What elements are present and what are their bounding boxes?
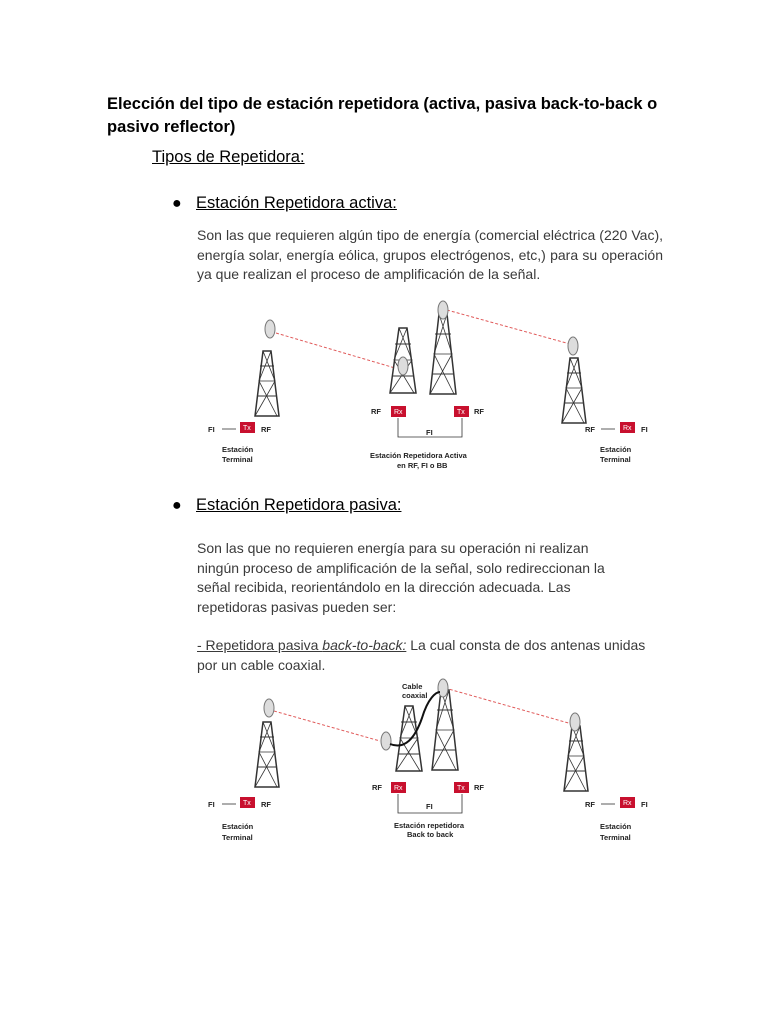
left-fi-text: FI	[208, 800, 215, 809]
center-fi-text: FI	[426, 802, 433, 811]
tower-left	[255, 351, 279, 416]
tower-left	[255, 722, 279, 787]
cable-label-line1: Cable	[402, 682, 423, 691]
center-label-line1: Estación Repetidora Activa	[370, 451, 467, 460]
beam-lines	[276, 310, 570, 368]
cable-label-line2: coaxial	[402, 691, 428, 700]
left-label-line2: Terminal	[222, 833, 253, 842]
dish-left-icon	[264, 699, 274, 717]
tower-right	[564, 726, 588, 791]
tx-box-center-text: Tx	[457, 785, 465, 792]
dish-center-right-icon	[438, 301, 448, 319]
tower-center-b	[430, 314, 456, 394]
right-rf-text: RF	[585, 800, 595, 809]
bullet-heading-passive	[172, 496, 401, 515]
center-label-line2: en RF, FI o BB	[397, 461, 448, 470]
bullet-dot: ●	[172, 497, 182, 514]
left-label-line1: Estación	[222, 445, 254, 454]
left-fi-text: FI	[208, 425, 215, 434]
center-rf-left-text: RF	[371, 407, 381, 416]
tower-center-b	[432, 690, 458, 770]
right-fi-text: FI	[641, 425, 648, 434]
heading-passive-label: Estación Repetidora pasiva:	[196, 496, 402, 514]
center-fi-text: FI	[426, 428, 433, 437]
section-subtitle: Tipos de Repetidora:	[152, 148, 305, 166]
dish-center-left-icon	[398, 357, 408, 375]
dish-left-icon	[265, 320, 275, 338]
tx-box-center-text: Tx	[457, 409, 465, 416]
subitem-prefix: - Repetidora pasiva	[197, 637, 323, 653]
rx-box-center-text: Rx	[394, 409, 403, 416]
passive-repeater-figure	[200, 678, 660, 848]
center-rf-right-text: RF	[474, 783, 484, 792]
dish-center-left-icon	[381, 732, 391, 750]
document-title: Elección del tipo de estación repetidora (activa, pasiva back-to-back o pasivo reflector)	[107, 95, 658, 136]
center-label-line2: Back to back	[407, 830, 454, 839]
rx-box-right-text: Rx	[623, 425, 632, 432]
right-label-line2: Terminal	[600, 455, 631, 464]
tower-right	[562, 358, 586, 423]
tx-box-left-text: Tx	[243, 425, 251, 432]
dish-right-icon	[568, 337, 578, 355]
left-rf-text: RF	[261, 800, 271, 809]
subitem-term: back-to-back:	[322, 637, 407, 653]
subitem-text: La cual consta de dos antenas unidas por un cable coaxial.	[197, 637, 646, 673]
left-label-line2: Terminal	[222, 455, 253, 464]
bullet-heading-active	[172, 194, 397, 213]
bullet-dot: ●	[172, 195, 182, 212]
paragraph-passive: Son las que no requieren energía para su operación ni realizan ningún proceso de amplificación de la señal, solo redireccionan la señal recibida, reorientándolo en la dirección adecuada. Las repetidoras pasivas pueden ser:	[197, 540, 605, 615]
tower-center-a	[396, 706, 422, 771]
right-label-line2: Terminal	[600, 833, 631, 842]
rx-box-center-text: Rx	[394, 785, 403, 792]
right-label-line1: Estación	[600, 822, 632, 831]
paragraph-active: Son las que requieren algún tipo de energía (comercial eléctrica (220 Vac), energía solar, energía eólica, grupos electrógenos, etc,) para su operación ya que realizan el proceso de amplificación de la señal.	[197, 227, 663, 282]
center-rf-right-text: RF	[474, 407, 484, 416]
heading-active-label: Estación Repetidora activa:	[196, 194, 397, 212]
tx-box-left-text: Tx	[243, 800, 251, 807]
right-rf-text: RF	[585, 425, 595, 434]
active-repeater-figure	[200, 296, 660, 476]
right-fi-text: FI	[641, 800, 648, 809]
dish-right-icon	[570, 713, 580, 731]
right-label-line1: Estación	[600, 445, 632, 454]
dish-center-right-icon	[438, 679, 448, 697]
center-label-line1: Estación repetidora	[394, 821, 465, 830]
left-rf-text: RF	[261, 425, 271, 434]
rx-box-right-text: Rx	[623, 800, 632, 807]
paragraph-back-to-back	[197, 636, 647, 675]
left-label-line1: Estación	[222, 822, 254, 831]
center-rf-left-text: RF	[372, 783, 382, 792]
